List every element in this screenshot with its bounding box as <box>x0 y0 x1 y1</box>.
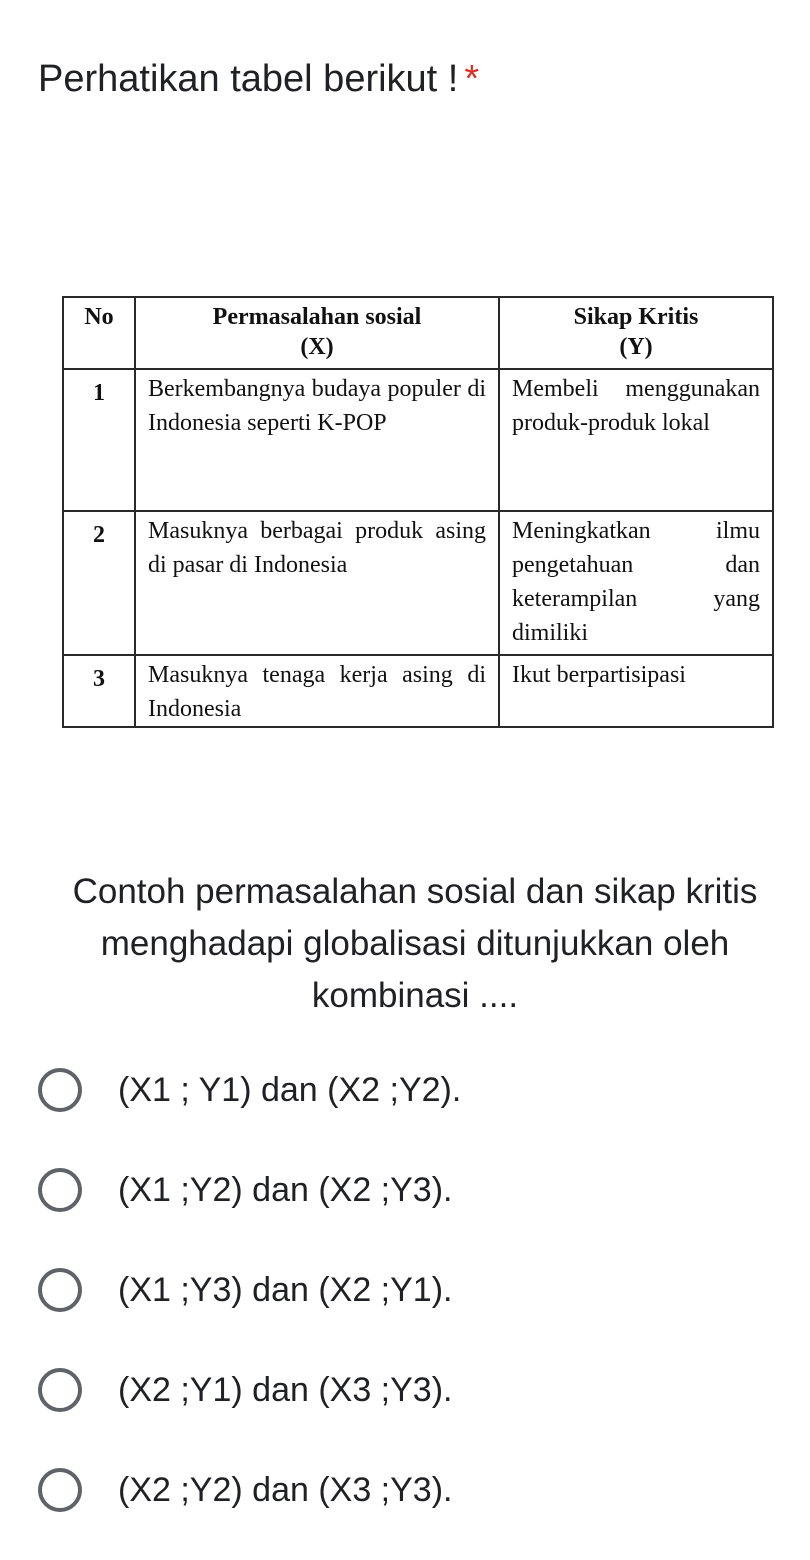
row-3-y: Ikut berpartisipasi <box>499 655 773 727</box>
option-label[interactable]: (X1 ;Y3) dan (X2 ;Y1). <box>118 1270 453 1309</box>
row-1-y: Membeli menggunakan produk-produk lokal <box>499 369 773 511</box>
radio-button-icon[interactable] <box>38 1168 82 1212</box>
answer-options <box>38 1040 778 1540</box>
social-issues-table <box>62 296 774 728</box>
question-stem: Contoh permasalahan sosial dan sikap kritis menghadapi globalisasi ditunjukkan oleh kombinasi .... <box>72 872 758 1015</box>
row-2-no: 2 <box>63 511 135 655</box>
radio-button-icon[interactable] <box>38 1268 82 1312</box>
header-y <box>499 297 773 369</box>
header-no: No <box>63 297 135 369</box>
row-2-y: Meningkatkan ilmu pengetahuan dan keterampilan yang dimiliki <box>499 511 773 655</box>
option-3[interactable] <box>38 1240 778 1340</box>
row-3-no: 3 <box>63 655 135 727</box>
header-y-line2: (Y) <box>619 334 653 360</box>
question-title <box>38 56 479 102</box>
option-4[interactable] <box>38 1340 778 1440</box>
row-3-x: Masuknya tenaga kerja asing di Indonesia <box>135 655 499 727</box>
option-2[interactable] <box>38 1140 778 1240</box>
radio-button-icon[interactable] <box>38 1368 82 1412</box>
option-label[interactable]: (X1 ;Y2) dan (X2 ;Y3). <box>118 1170 453 1209</box>
header-y-line1: Sikap Kritis <box>573 304 699 330</box>
radio-button-icon[interactable] <box>38 1468 82 1512</box>
table-row <box>63 369 773 511</box>
radio-button-icon[interactable] <box>38 1068 82 1112</box>
question-title-text: Perhatikan tabel berikut ! <box>38 58 459 100</box>
option-1[interactable] <box>38 1040 778 1140</box>
row-1-x: Berkembangnya budaya populer di Indonesia seperti K-POP <box>135 369 499 511</box>
required-marker: * <box>464 58 480 100</box>
row-1-no: 1 <box>63 369 135 511</box>
option-label[interactable]: (X2 ;Y2) dan (X3 ;Y3). <box>118 1470 453 1509</box>
row-2-x: Masuknya berbagai produk asing di pasar di Indonesia <box>135 511 499 655</box>
option-label[interactable]: (X2 ;Y1) dan (X3 ;Y3). <box>118 1370 453 1409</box>
option-label[interactable]: (X1 ; Y1) dan (X2 ;Y2). <box>118 1070 462 1109</box>
header-x <box>135 297 499 369</box>
header-x-line2: (X) <box>300 334 334 360</box>
table-row <box>63 511 773 655</box>
option-5[interactable] <box>38 1440 778 1540</box>
question-table-image <box>62 296 772 724</box>
table-header-row <box>63 297 773 369</box>
table-row <box>63 655 773 727</box>
header-x-line1: Permasalahan sosial <box>212 304 422 330</box>
